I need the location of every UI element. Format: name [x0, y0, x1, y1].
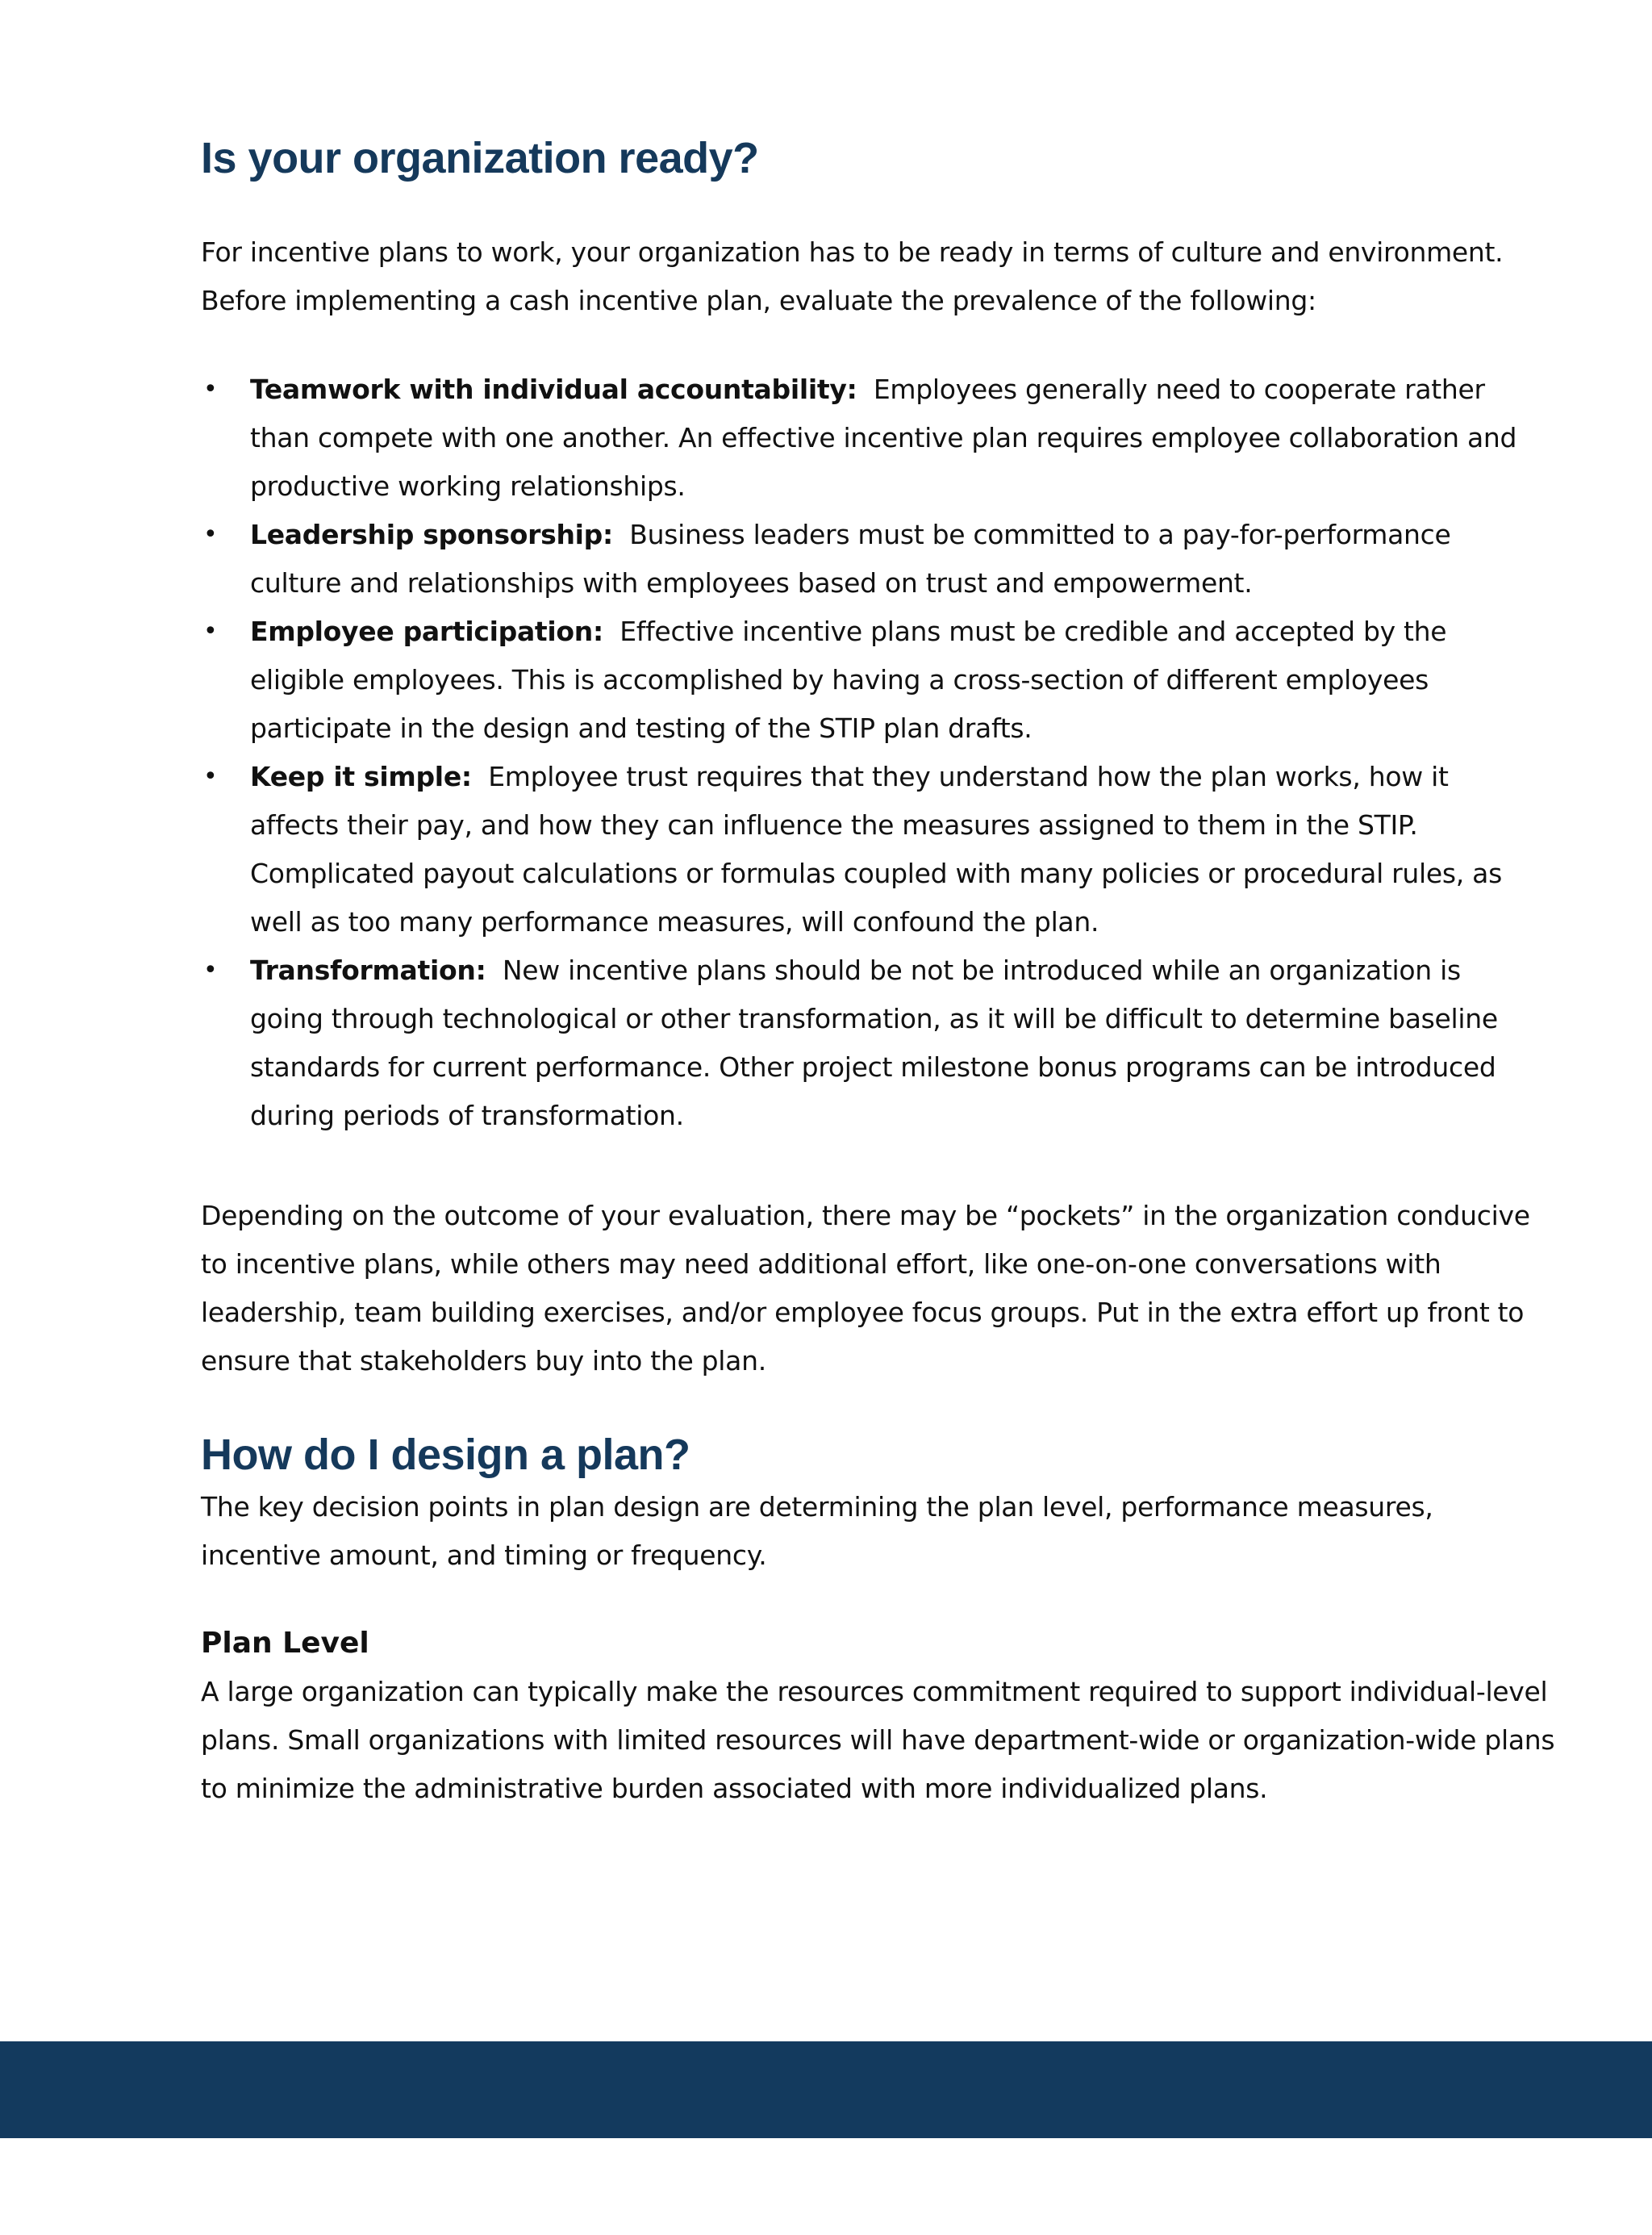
footer-text: 3 | ERI Economic Research Institute | Designing Cash Incentive Plans | April 2016	[193, 2167, 1478, 2205]
readiness-intro-paragraph: For incentive plans to work, your organization has to be ready in terms of culture and environment. Before implementing a cash incentive plan, evaluate the prevalence of the following:	[201, 236, 1504, 316]
section-heading-design: How do I design a plan?	[201, 1431, 690, 1479]
readiness-bullet-list	[201, 366, 1532, 1140]
bullet-text: Employees generally need to cooperate rather than compete with one another. An effective incentive plan requires employee collaboration and productive working relationships.	[250, 374, 1517, 502]
bullet-text: Employee trust requires that they understand how the plan works, how it affects their pay, and how they can influence the measures assigned to them in the STIP. Complicated payout calculations or formulas coupled with many policies or procedural rules, as well as too many performance measures, will confound the plan.	[250, 761, 1502, 938]
page-footer	[0, 2041, 1652, 2205]
bullet-term: Leadership sponsorship:	[250, 519, 613, 550]
bullet-icon: •	[203, 520, 218, 549]
bullet-icon: •	[203, 617, 218, 645]
bullet-text: New incentive plans should be not be introduced while an organization is going through technological or other transformation, as it will be difficult to determine baseline standards for current performance. Other project milestone bonus programs can be introduced during periods of transformation.	[250, 955, 1498, 1131]
readiness-closing-paragraph: Depending on the outcome of your evaluation, there may be “pockets” in the organization conducive to incentive plans, while others may need additional effort, like one-on-one conversations with leadership, team building exercises, and/or employee focus groups. Put in the extra effort up front to ensure that stakeholders buy into the plan.	[201, 1200, 1530, 1377]
list-item	[201, 366, 1532, 511]
bullet-icon: •	[203, 375, 218, 403]
design-intro-paragraph: The key decision points in plan design are determining the plan level, performance measures, incentive amount, and timing or frequency.	[201, 1491, 1433, 1571]
list-item	[201, 608, 1532, 753]
bullet-term: Keep it simple:	[250, 761, 472, 792]
bullet-icon: •	[203, 956, 218, 984]
list-item	[201, 946, 1532, 1140]
subheading-plan-level: Plan Level	[201, 1627, 369, 1660]
bullet-term: Teamwork with individual accountability:	[250, 374, 857, 405]
list-item	[201, 511, 1532, 608]
section-heading-readiness: Is your organization ready?	[201, 134, 759, 182]
bullet-text: Business leaders must be committed to a pay-for-performance culture and relationships with employees based on trust and empowerment.	[250, 519, 1451, 599]
bullet-text: Effective incentive plans must be credible and accepted by the eligible employees. This is accomplished by having a cross-section of different employees participate in the design and testing of the STIP plan drafts.	[250, 616, 1447, 744]
plan-level-paragraph: A large organization can typically make the resources commitment required to support individual-level plans. Small organizations with limited resources will have department-wide or organization-wide plans to minimize the administrative burden associated with more individualized plans.	[201, 1676, 1555, 1804]
list-item	[201, 753, 1532, 946]
bullet-term: Employee participation:	[250, 616, 603, 647]
bullet-term: Transformation:	[250, 955, 486, 986]
bullet-icon: •	[203, 762, 218, 791]
